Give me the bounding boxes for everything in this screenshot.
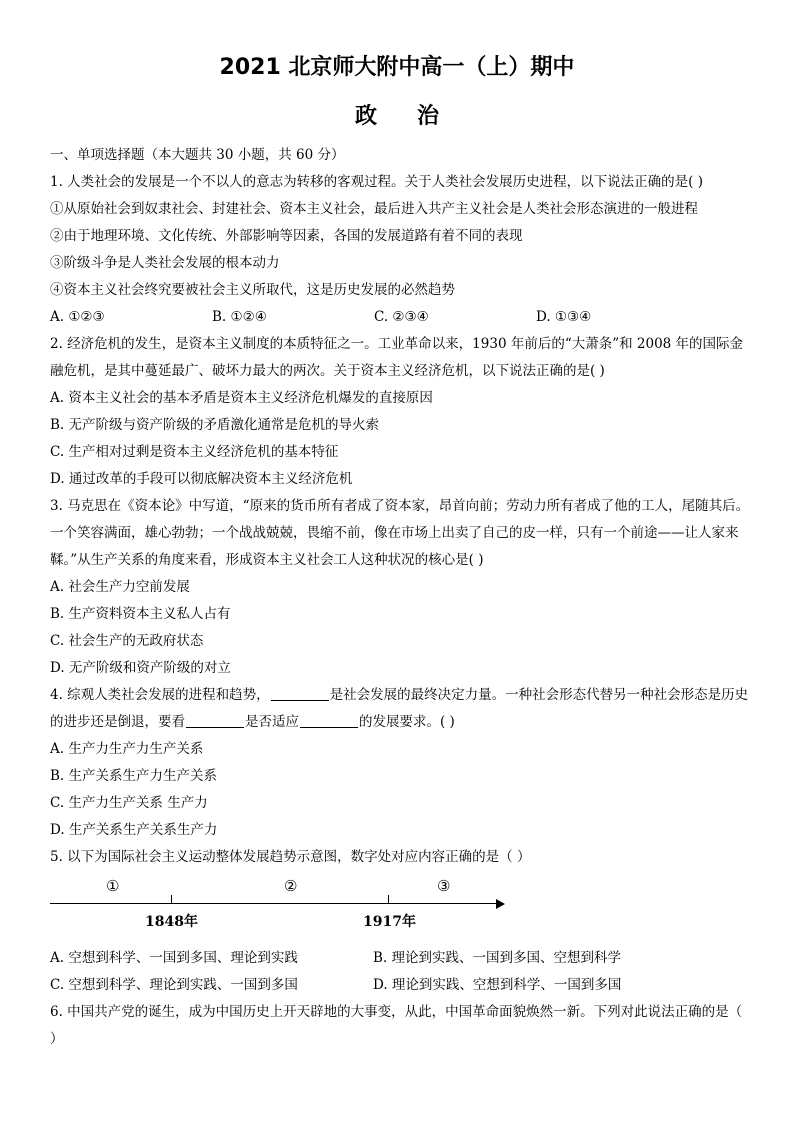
- question-1-item: ④资本主义社会终究要被社会主义所取代，这是历史发展的必然趋势: [50, 282, 455, 298]
- question-3-option-d: D. 无产阶级和资产阶级的对立: [50, 660, 231, 676]
- question-4-stem-part: 的发展要求。( ): [359, 714, 455, 730]
- timeline-tick-1848: [171, 895, 172, 904]
- question-1-option-d: D. ①③④: [536, 309, 592, 325]
- question-1-option-a: A. ①②③: [50, 309, 105, 325]
- question-5-options-row-2: [50, 972, 750, 999]
- question-4-stem-part: 是社会发展的最终决定力量。一种社会形态代替另一种社会形态是历史的进步还是倒退，要看: [50, 687, 749, 730]
- answer-blank: [271, 686, 329, 701]
- question-3-stem: 3. 马克思在《资本论》中写道，“原来的货币所有者成了资本家，昂首向前；劳动力所有者成了他的工人，尾随其后。一个笑容满面，雄心勃勃；一个战战兢兢，畏缩不前，像在市场上出卖了自己的皮一样，只有一个前途——让人家来鞣。”从生产关系的角度来看，形成资本主义社会工人这种状况的核心是( ): [50, 498, 750, 568]
- question-1-options: [50, 304, 750, 331]
- question-5-option-a: A. 空想到科学、一国到多国、理论到实践: [50, 950, 298, 966]
- question-3-option-c: C. 社会生产的无政府状态: [50, 633, 204, 649]
- question-3-option-a: A. 社会生产力空前发展: [50, 579, 190, 595]
- question-1-option-b: B. ①②④: [212, 309, 267, 325]
- question-1-item: ①从原始社会到奴隶社会、封建社会、资本主义社会，最后进入共产主义社会是人类社会形态演进的一般进程: [50, 201, 698, 217]
- question-4-option-d: D. 生产关系生产关系生产力: [50, 822, 218, 838]
- question-5-stem: 5. 以下为国际社会主义运动整体发展趋势示意图，数字处对应内容正确的是（ ）: [50, 849, 531, 865]
- exam-content: [50, 142, 750, 1053]
- timeline-arrow-icon: [496, 899, 505, 909]
- question-3-option-b: B. 生产资料资本主义私人占有: [50, 606, 231, 622]
- question-2-option-b: B. 无产阶级与资产阶级的矛盾激化通常是危机的导火索: [50, 417, 380, 433]
- answer-blank: [186, 713, 244, 728]
- question-1-item: ②由于地理环境、文化传统、外部影响等因素，各国的发展道路有着不同的表现: [50, 228, 523, 244]
- timeline-label-2: ②: [284, 877, 298, 895]
- timeline-label-3: ③: [437, 877, 451, 895]
- timeline-tick-1917: [388, 895, 389, 904]
- question-6-stem: 6. 中国共产党的诞生，成为中国历史上开天辟地的大事变，从此，中国革命面貌焕然一新。下列对此说法正确的是（ ）: [50, 1004, 743, 1047]
- timeline-year-1848: 1848年: [145, 914, 198, 930]
- question-1-stem: 1. 人类社会的发展是一个不以人的意志为转移的客观过程。关于人类社会发展历史进程，以下说法正确的是( ): [50, 174, 703, 190]
- subject-title: 政治: [354, 104, 479, 129]
- question-5-option-b: B. 理论到实践、一国到多国、空想到科学: [373, 950, 622, 966]
- answer-blank: [300, 713, 358, 728]
- question-1-item: ③阶级斗争是人类社会发展的根本动力: [50, 255, 280, 271]
- question-2-option-d: D. 通过改革的手段可以彻底解决资本主义经济危机: [50, 471, 353, 487]
- page-title: 2021 北京师大附中高一（上）期中: [219, 55, 575, 80]
- question-2-stem: 2. 经济危机的发生，是资本主义制度的本质特征之一。工业革命以来，1930 年前后的“大萧条”和 2008 年的国际金融危机，是其中蔓延最广、破坏力最大的两次。关于资本主义经济危机，以下说法正确的是( ): [50, 336, 744, 379]
- timeline-year-1917: 1917年: [363, 914, 416, 930]
- question-4-option-b: B. 生产关系生产力生产关系: [50, 768, 218, 784]
- question-5-option-c: C. 空想到科学、理论到实践、一国到多国: [50, 977, 298, 993]
- timeline-axis: [50, 903, 498, 904]
- question-4-option-c: C. 生产力生产关系 生产力: [50, 795, 208, 811]
- question-5-options-row-1: [50, 945, 750, 972]
- question-4-stem: [50, 682, 750, 736]
- question-5-option-d: D. 理论到实践、空想到科学、一国到多国: [373, 977, 622, 993]
- question-2-option-a: A. 资本主义社会的基本矛盾是资本主义经济危机爆发的直接原因: [50, 390, 433, 406]
- timeline-diagram: [50, 873, 520, 943]
- question-4-stem-part: 4. 综观人类社会发展的进程和趋势，: [50, 687, 270, 703]
- question-2-option-c: C. 生产相对过剩是资本主义经济危机的基本特征: [50, 444, 339, 460]
- timeline-label-1: ①: [106, 877, 120, 895]
- question-4-stem-part: 是否适应: [245, 714, 299, 730]
- question-1-option-c: C. ②③④: [374, 309, 429, 325]
- section-heading: 一、单项选择题（本大题共 30 小题，共 60 分）: [50, 147, 345, 163]
- question-4-option-a: A. 生产力生产力生产关系: [50, 741, 204, 757]
